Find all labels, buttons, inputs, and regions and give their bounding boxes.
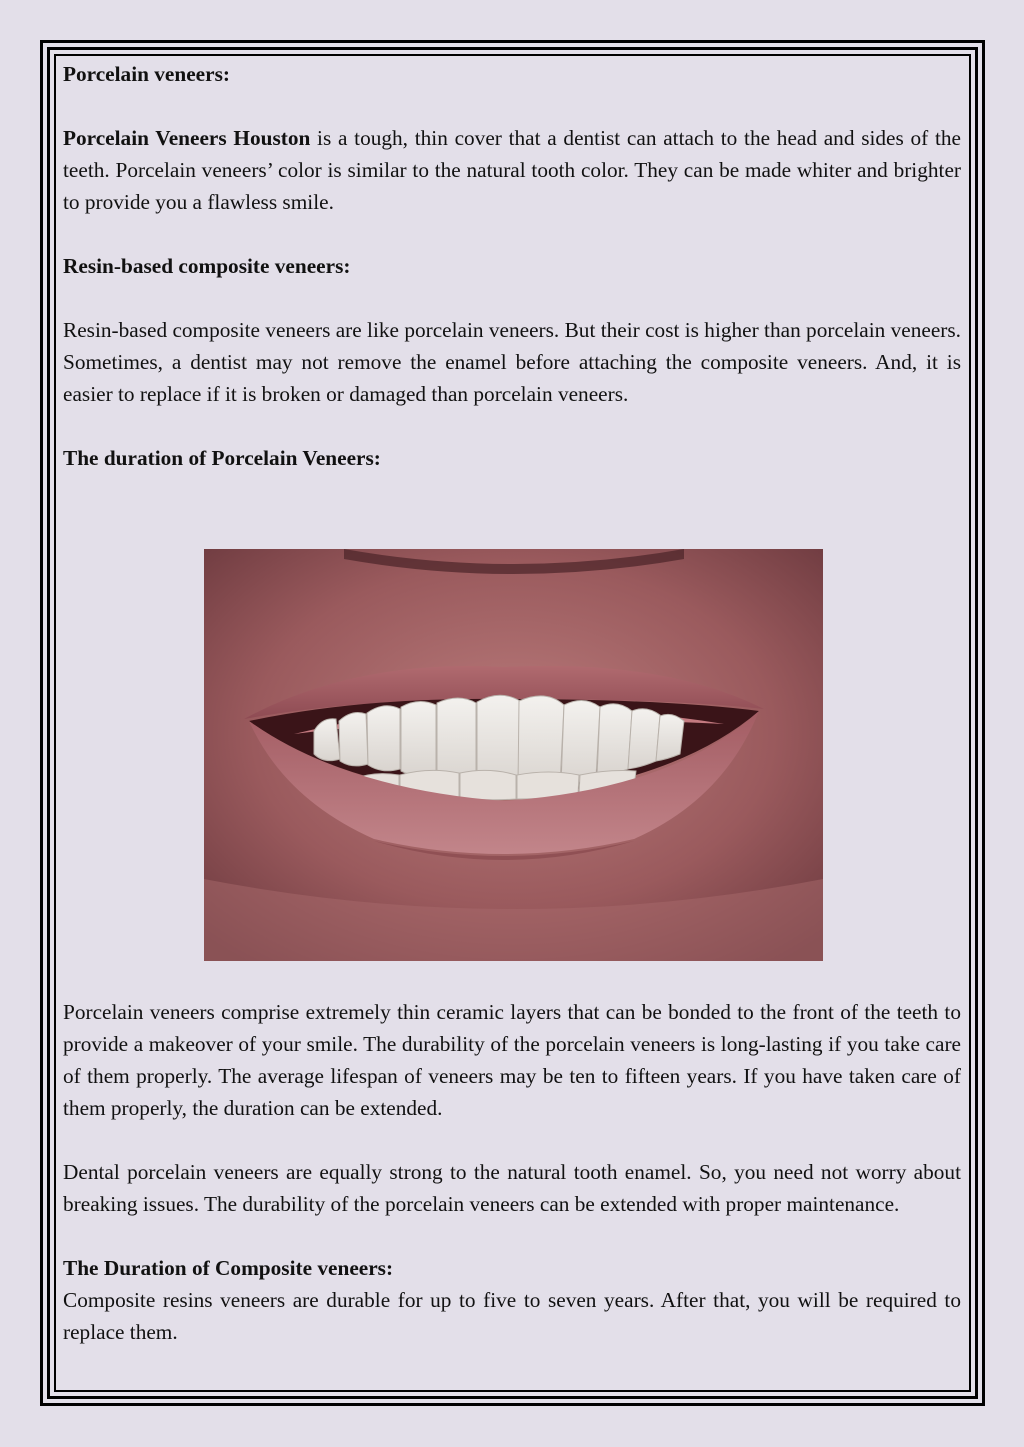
porcelain-body: is a tough, thin cover that a dentist can attach to the head and sides of the teeth. Porcelain veneers’ color is similar to the natural tooth color. They can be made whiter and brighter to provide you a flawless smile. <box>63 126 961 214</box>
duration-heading: The duration of Porcelain Veneers: <box>63 446 381 470</box>
composite-paragraph: Composite resins veneers are durable for up to five to seven years. After that, you will be required to replace them. <box>63 1288 961 1344</box>
smile-illustration <box>204 549 823 961</box>
smile-photo <box>204 549 823 961</box>
resin-heading: Resin-based composite veneers: <box>63 254 351 278</box>
porcelain-lead-bold: Porcelain Veneers Houston <box>63 126 311 150</box>
resin-paragraph: Resin-based composite veneers are like porcelain veneers. But their cost is higher than porcelain veneers. Sometimes, a dentist may not remove the enamel before attaching the composite veneers. And, it is easier to replace if it is broken or damaged than porcelain veneers. <box>63 318 961 406</box>
lower-text-block <box>63 996 961 1348</box>
composite-heading: The Duration of Composite veneers: <box>63 1256 394 1280</box>
duration-paragraph-1: Porcelain veneers comprise extremely thin ceramic layers that can be bonded to the front of the teeth to provide a makeover of your smile. The durability of the porcelain veneers is long-lasting if you take care of them properly. The average lifespan of veneers may be ten to fifteen years. If you have taken care of them properly, the duration can be extended. <box>63 1000 961 1120</box>
porcelain-heading: Porcelain veneers: <box>63 62 230 86</box>
duration-paragraph-2: Dental porcelain veneers are equally strong to the natural tooth enamel. So, you need not worry about breaking issues. The durability of the porcelain veneers can be extended with proper maintenance. <box>63 1160 961 1216</box>
upper-text-block <box>63 58 961 474</box>
porcelain-paragraph <box>63 122 961 218</box>
